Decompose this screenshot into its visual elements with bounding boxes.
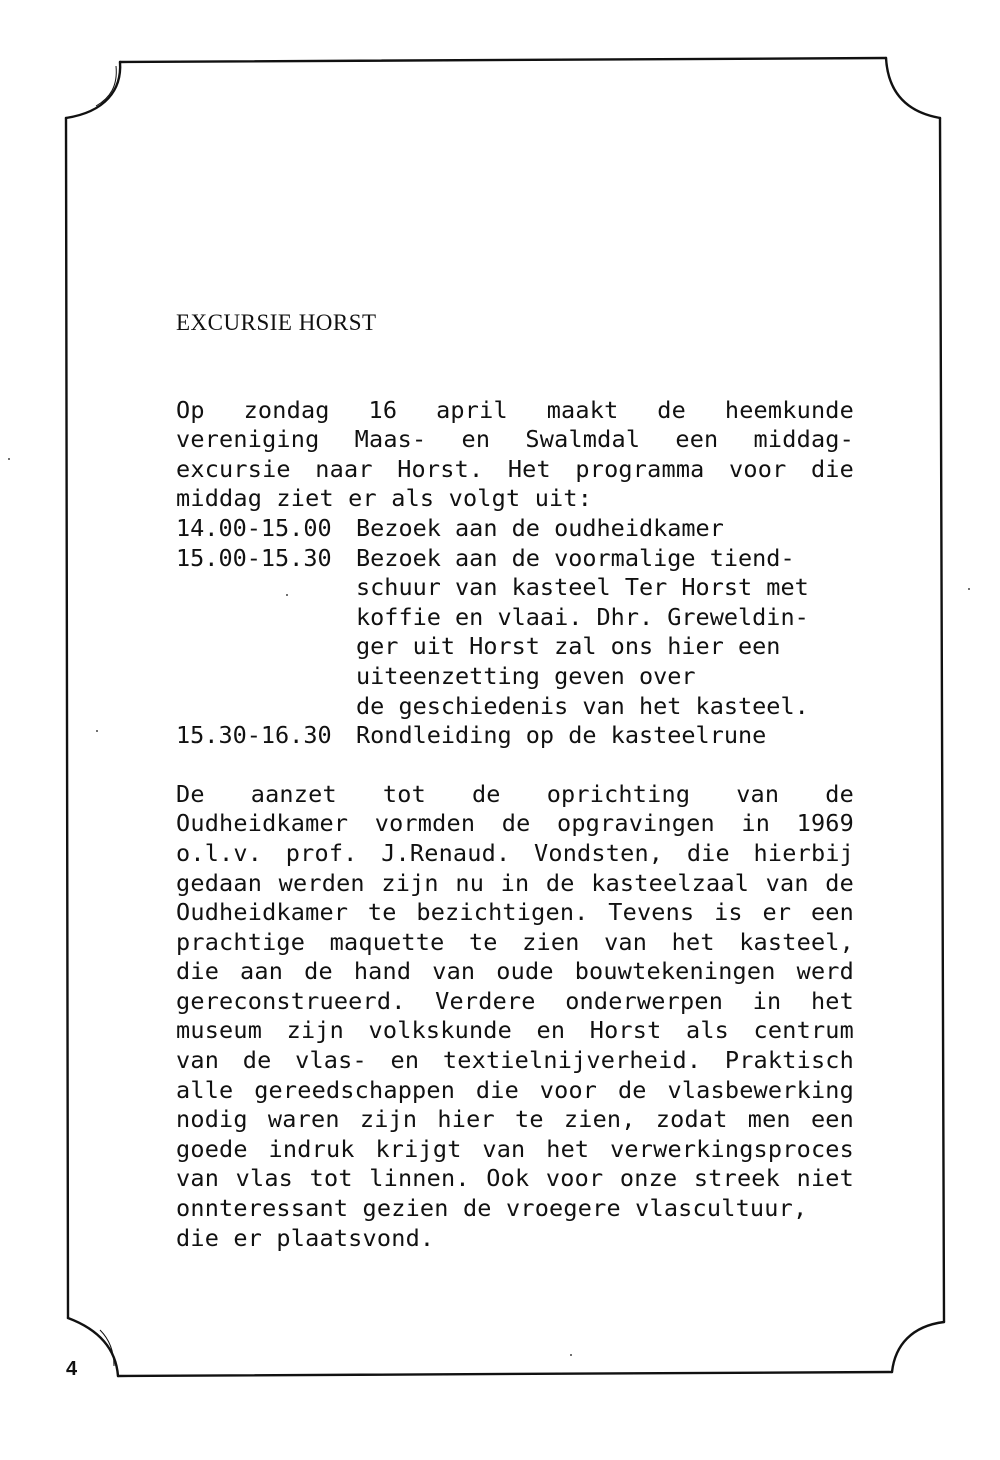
body-line: prachtige maquette te zien van het kasteel, — [176, 927, 854, 956]
schedule-time: 15.00-15.30 — [176, 543, 332, 572]
body-line: van de vlas- en textielnijverheid. Praktisch — [176, 1046, 854, 1075]
speck — [968, 588, 970, 590]
body-line: Oudheidkamer te bezichtigen. Tevens is er een — [176, 898, 854, 927]
schedule-list — [176, 514, 866, 751]
schedule-time: 14.00-15.00 — [176, 513, 332, 542]
body-line: onnteressant gezien de vroegere vlascultuur, — [176, 1194, 808, 1223]
body-line: van vlas tot linnen. Ook voor onze streek niet — [176, 1164, 854, 1193]
schedule-desc-line: Bezoek aan de oudheidkamer — [356, 513, 724, 542]
body-line: o.l.v. prof. J.Renaud. Vondsten, die hierbij — [176, 838, 854, 867]
body-line: die er plaatsvond. — [176, 1223, 435, 1252]
schedule-desc-line: Bezoek aan de voormalige tiend- — [356, 543, 795, 572]
schedule-desc-line: Rondleiding op de kasteelrune — [356, 721, 767, 750]
page-number: 4 — [66, 1358, 78, 1380]
intro-line: middag ziet er als volgt uit: — [176, 484, 593, 513]
body-line: Oudheidkamer vormden de opgravingen in 1969 — [176, 809, 854, 838]
body-line: gedaan werden zijn nu in de kasteelzaal van de — [176, 868, 854, 897]
body-line: die aan de hand van oude bouwtekeningen werd — [176, 957, 854, 986]
schedule-item — [176, 514, 866, 544]
body-line: goede indruk krijgt van het verwerkingsproces — [176, 1134, 854, 1163]
body-line: museum zijn volkskunde en Horst als centrum — [176, 1016, 854, 1045]
body-line: De aanzet tot de oprichting van de — [176, 779, 854, 808]
speck — [8, 458, 10, 460]
body-paragraph — [176, 780, 866, 1254]
document-body — [176, 308, 866, 1253]
body-line: gereconstrueerd. Verdere onderwerpen in het — [176, 986, 854, 1015]
body-line: nodig waren zijn hier te zien, zodat men een — [176, 1105, 854, 1134]
schedule-desc-line: uiteenzetting geven over — [356, 661, 696, 690]
schedule-desc-line: schuur van kasteel Ter Horst met — [356, 573, 809, 602]
body-line: alle gereedschappen die voor de vlasbewerking — [176, 1075, 854, 1104]
schedule-desc-line: ger uit Horst zal ons hier een — [356, 632, 781, 661]
speck — [96, 730, 98, 732]
schedule-desc-line: koffie en vlaai. Dhr. Greweldin- — [356, 602, 809, 631]
intro-line: excursie naar Horst. Het programma voor die — [176, 454, 854, 483]
schedule-item — [176, 544, 866, 722]
intro-line: vereniging Maas- en Swalmdal een middag- — [176, 425, 854, 454]
schedule-time: 15.30-16.30 — [176, 721, 332, 750]
schedule-item — [176, 721, 866, 751]
speck — [570, 1354, 572, 1356]
page-title: EXCURSIE HORST — [176, 310, 377, 335]
schedule-desc-line: de geschiedenis van het kasteel. — [356, 691, 809, 720]
intro-paragraph — [176, 396, 866, 514]
intro-line: Op zondag 16 april maakt de heemkunde — [176, 395, 854, 424]
